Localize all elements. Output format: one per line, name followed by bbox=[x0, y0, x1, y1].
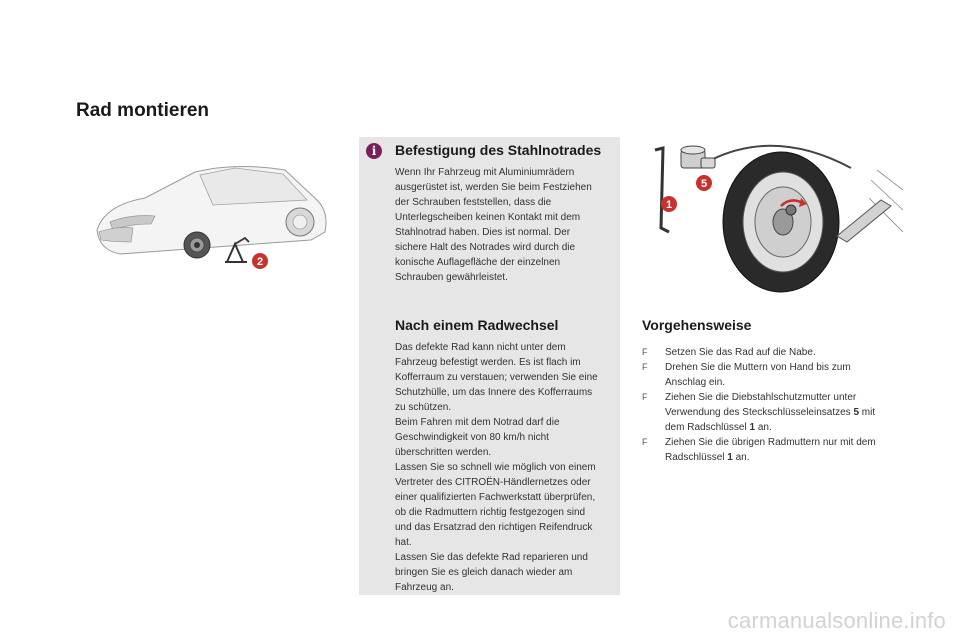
procedure-step: F Ziehen Sie die Diebstahlschutzmutter unter Verwendung des Steckschlüsseleinsatzes 5 mit dem Radschlüssel 1 an. bbox=[642, 392, 876, 433]
bullet-icon: F bbox=[642, 392, 648, 402]
procedure-steps bbox=[641, 345, 903, 465]
after-change-heading: Nach einem Radwechsel bbox=[395, 317, 559, 333]
fastening-text: Wenn Ihr Fahrzeug mit Aluminiumrädern ausgerüstet ist, werden Sie beim Festziehen der Schrauben feststellen, dass die Unterlegscheiben keinen Kontakt mit dem Stahlnotrad haben. Dies ist normal. Der sichere Halt des Notrades wird durch die konische Auflagefläche der einzelnen Schrauben gewährleistet. bbox=[395, 167, 592, 283]
bullet-icon: F bbox=[642, 362, 648, 372]
callout-5-label: 5 bbox=[700, 178, 708, 190]
callout-2-label: 2 bbox=[256, 256, 264, 268]
procedure-step: F Ziehen Sie die übrigen Radmuttern nur mit dem Radschlüssel 1 an. bbox=[642, 437, 876, 463]
bullet-icon: F bbox=[642, 437, 648, 447]
fastening-heading: Befestigung des Stahlnotrades bbox=[395, 142, 602, 158]
wrench-icon bbox=[655, 148, 669, 232]
after-change-text: Das defekte Rad kann nicht unter dem Fahrzeug befestigt werden. Es ist flach im Kofferraum zu verstauen; verwenden Sie eine Schutzhülle, um das Innere des Kofferraums zu schützen. Beim Fahren mit dem Notrad darf die Geschwindigkeit von 80 km/h nicht überschritten werden. Lassen Sie so schnell wie möglich von einem Vertreter des CITROËN-Händlernetzes oder einer qualifizierten Fachwerkstatt überprüfen, ob die Radmuttern richtig festgezogen sind und das Ersatzrad den richtigen Reifendruck hat. Lassen Sie das defekte Rad reparieren und bringen Sie es gleich danach wieder am Fahrzeug an. bbox=[395, 342, 598, 593]
car-windows bbox=[200, 168, 307, 205]
callout-1-label: 1 bbox=[665, 199, 673, 211]
car-jack-illustration bbox=[85, 150, 345, 290]
watermark: carmanualsonline.info bbox=[727, 608, 946, 633]
socket-icon bbox=[681, 146, 715, 168]
bullet-icon: F bbox=[642, 347, 648, 357]
spare-wheel bbox=[723, 152, 839, 292]
info-icon: i bbox=[366, 143, 382, 159]
wheel-nut-icon bbox=[786, 205, 796, 215]
procedure-heading: Vorgehensweise bbox=[642, 317, 752, 333]
jack bbox=[837, 200, 891, 242]
procedure-step: F Drehen Sie die Muttern von Hand bis zum Anschlag ein. bbox=[642, 362, 851, 388]
page-title: Rad montieren bbox=[76, 100, 210, 121]
procedure-step: F Setzen Sie das Rad auf die Nabe. bbox=[642, 347, 816, 358]
wheel-mounting-illustration bbox=[641, 140, 903, 302]
